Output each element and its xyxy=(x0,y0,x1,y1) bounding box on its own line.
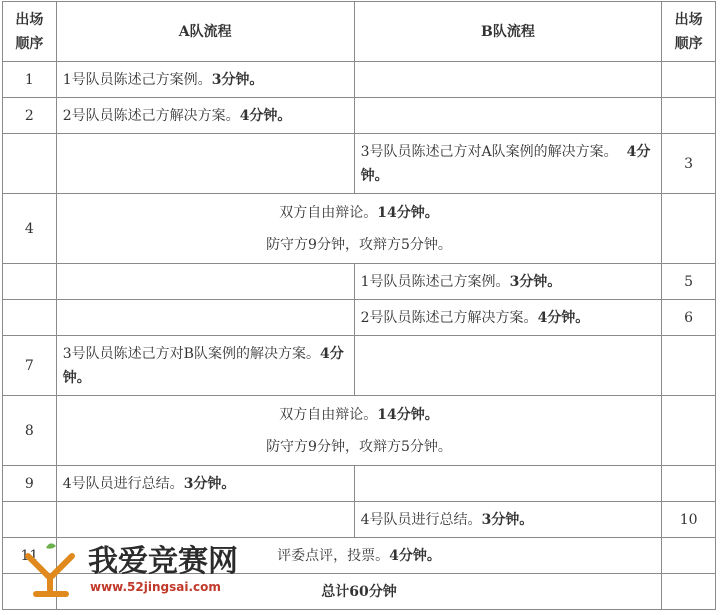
header-order-a: 出场顺序 xyxy=(3,2,57,62)
trophy-logo-icon xyxy=(20,538,84,602)
order-b-cell: 5 xyxy=(662,264,716,300)
team-b-cell: 2号队员陈述己方解决方案。4分钟。 xyxy=(354,300,662,336)
header-team-a: A队流程 xyxy=(56,2,354,62)
team-a-cell: 1号队员陈述己方案例。3分钟。 xyxy=(56,62,354,98)
team-a-cell: 3号队员陈述己方对B队案例的解决方案。4分钟。 xyxy=(56,336,354,396)
table-row xyxy=(3,98,716,134)
order-b-cell xyxy=(662,466,716,502)
order-a-cell xyxy=(3,134,57,194)
order-a-cell xyxy=(3,264,57,300)
team-b-cell xyxy=(354,466,662,502)
merged-cell: 评委点评，投票。4分钟。 xyxy=(56,538,661,574)
order-b-cell xyxy=(662,62,716,98)
table-row xyxy=(3,466,716,502)
table-row xyxy=(3,194,716,264)
table-row xyxy=(3,502,716,538)
team-b-cell: 1号队员陈述己方案例。3分钟。 xyxy=(354,264,662,300)
team-a-cell: 4号队员进行总结。3分钟。 xyxy=(56,466,354,502)
watermark-url: www.52jingsai.com xyxy=(90,580,221,594)
team-a-cell xyxy=(56,502,354,538)
table-row xyxy=(3,62,716,98)
team-a-cell: 2号队员陈述己方解决方案。4分钟。 xyxy=(56,98,354,134)
order-b-cell xyxy=(662,538,716,574)
table-row xyxy=(3,396,716,466)
table-row xyxy=(3,300,716,336)
order-b-cell: 10 xyxy=(662,502,716,538)
merged-cell: 双方自由辩论。14分钟。 防守方9分钟，攻辩方5分钟。 xyxy=(56,396,661,466)
order-a-cell: 8 xyxy=(3,396,57,466)
order-a-cell: 1 xyxy=(3,62,57,98)
order-a-cell xyxy=(3,502,57,538)
merged-subline: 防守方9分钟，攻辩方5分钟。 xyxy=(266,236,452,253)
team-b-cell xyxy=(354,98,662,134)
order-b-cell xyxy=(662,396,716,466)
merged-subline: 防守方9分钟，攻辩方5分钟。 xyxy=(266,438,452,455)
team-b-cell: 4号队员进行总结。3分钟。 xyxy=(354,502,662,538)
team-a-cell xyxy=(56,300,354,336)
order-a-cell: 2 xyxy=(3,98,57,134)
header-row xyxy=(3,2,716,62)
team-b-cell xyxy=(354,62,662,98)
order-b-cell xyxy=(662,194,716,264)
order-a-cell xyxy=(3,300,57,336)
order-b-cell xyxy=(662,336,716,396)
order-a-cell: 11 xyxy=(3,538,57,574)
team-b-cell: 3号队员陈述己方对A队案例的解决方案。 4分钟。 xyxy=(354,134,662,194)
debate-flow-table xyxy=(2,1,716,610)
total-cell: 总计60分钟 xyxy=(56,574,661,610)
order-a-cell: 9 xyxy=(3,466,57,502)
header-order-b: 出场顺序 xyxy=(662,2,716,62)
table-row xyxy=(3,134,716,194)
watermark-title: 我爱竞赛网 xyxy=(88,544,238,579)
table-row xyxy=(3,336,716,396)
order-a-cell: 4 xyxy=(3,194,57,264)
order-b-cell xyxy=(662,98,716,134)
header-team-b: B队流程 xyxy=(354,2,662,62)
site-watermark xyxy=(20,538,260,602)
team-a-cell xyxy=(56,134,354,194)
team-b-cell xyxy=(354,336,662,396)
table-row xyxy=(3,264,716,300)
order-b-cell: 6 xyxy=(662,300,716,336)
order-a-cell: 7 xyxy=(3,336,57,396)
team-a-cell xyxy=(56,264,354,300)
order-b-cell: 3 xyxy=(662,134,716,194)
order-b-cell xyxy=(662,574,716,610)
merged-cell: 双方自由辩论。14分钟。 防守方9分钟，攻辩方5分钟。 xyxy=(56,194,661,264)
